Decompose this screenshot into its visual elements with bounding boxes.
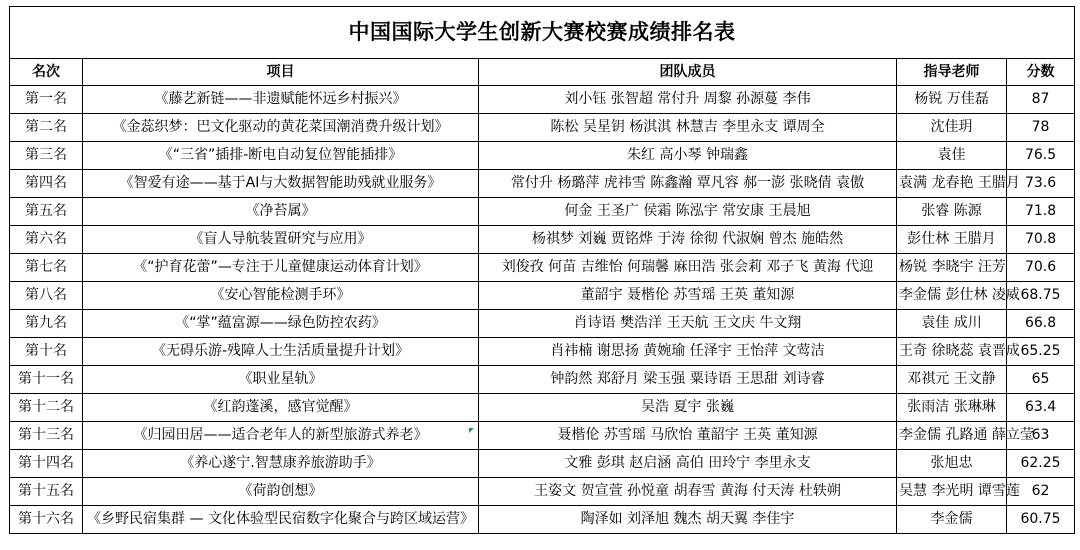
cell-rank[interactable]: 第七名 — [10, 254, 83, 282]
cell-teacher[interactable]: 沈佳玥 — [897, 114, 1007, 142]
cell-teacher[interactable]: 张雨洁 张琳琳 — [897, 394, 1007, 422]
cell-project[interactable]: 《藤艺新链——非遗赋能怀远乡村振兴》 — [83, 86, 479, 114]
cell-score[interactable]: 78 — [1007, 114, 1075, 142]
header-row — [10, 59, 1075, 86]
cell-project[interactable]: 《智爱有途——基于AI与大数据智能助残就业服务》 — [83, 170, 479, 198]
cell-score[interactable]: 70.6 — [1007, 254, 1075, 282]
cell-members[interactable]: 刘俊孜 何苗 吉维怡 何瑞馨 麻田浩 张会莉 邓子飞 黄海 代迎 — [479, 254, 897, 282]
title-row — [10, 7, 1075, 59]
cell-teacher[interactable]: 王奇 徐晓蕊 袁晋成 — [897, 338, 1007, 366]
cell-project[interactable]: 《职业星轨》 — [83, 366, 479, 394]
table-title[interactable]: 中国国际大学生创新大赛校赛成绩排名表 — [10, 7, 1075, 59]
cell-score[interactable]: 65.25 — [1007, 338, 1075, 366]
header-members[interactable]: 团队成员 — [479, 59, 897, 86]
cell-rank[interactable]: 第四名 — [10, 170, 83, 198]
cell-members[interactable]: 朱红 高小琴 钟瑞鑫 — [479, 142, 897, 170]
cell-comment-indicator — [469, 428, 474, 433]
cell-members[interactable]: 肖祎楠 谢思扬 黄婉瑜 任泽宇 王怡萍 文莺洁 — [479, 338, 897, 366]
cell-rank[interactable]: 第十五名 — [10, 478, 83, 506]
cell-teacher[interactable]: 邓祺元 王文静 — [897, 366, 1007, 394]
cell-teacher[interactable]: 袁佳 成川 — [897, 310, 1007, 338]
table-row — [10, 142, 1075, 170]
cell-members[interactable]: 王姿文 贺宣萱 孙悦童 胡春雪 黄海 付天涛 杜轶朔 — [479, 478, 897, 506]
cell-score[interactable]: 60.75 — [1007, 506, 1075, 534]
cell-score[interactable]: 65 — [1007, 366, 1075, 394]
cell-rank[interactable]: 第一名 — [10, 86, 83, 114]
cell-teacher[interactable]: 李金儒 — [897, 506, 1007, 534]
table-row — [10, 86, 1075, 114]
cell-teacher[interactable]: 袁佳 — [897, 142, 1007, 170]
cell-rank[interactable]: 第十二名 — [10, 394, 83, 422]
table-row — [10, 198, 1075, 226]
table-row — [10, 310, 1075, 338]
cell-rank[interactable]: 第九名 — [10, 310, 83, 338]
cell-project[interactable]: 《“三省”插排-断电自动复位智能插排》 — [83, 142, 479, 170]
cell-score[interactable]: 62 — [1007, 478, 1075, 506]
header-rank[interactable]: 名次 — [10, 59, 83, 86]
header-project[interactable]: 项目 — [83, 59, 479, 86]
cell-score[interactable]: 73.6 — [1007, 170, 1075, 198]
cell-project[interactable]: 《乡野民宿集群 — 文化体验型民宿数字化聚合与跨区域运营》 — [83, 506, 479, 534]
cell-score[interactable]: 63 — [1007, 422, 1075, 450]
header-score[interactable]: 分数 — [1007, 59, 1075, 86]
table-row — [10, 338, 1075, 366]
table-row — [10, 282, 1075, 310]
cell-project[interactable]: 《盲人导航装置研究与应用》 — [83, 226, 479, 254]
ranking-table — [9, 6, 1075, 534]
cell-members[interactable]: 董韶宇 聂楷伦 苏雪瑶 王英 董知源 — [479, 282, 897, 310]
table-row — [10, 478, 1075, 506]
cell-project[interactable]: 《净苔属》 — [83, 198, 479, 226]
cell-project[interactable]: 《归园田居——适合老年人的新型旅游式养老》 — [83, 422, 479, 450]
cell-members[interactable]: 吴浩 夏宇 张巍 — [479, 394, 897, 422]
cell-rank[interactable]: 第八名 — [10, 282, 83, 310]
cell-score[interactable]: 62.25 — [1007, 450, 1075, 478]
cell-project[interactable]: 《养心遂宁.智慧康养旅游助手》 — [83, 450, 479, 478]
cell-teacher[interactable]: 彭仕林 王腊月 — [897, 226, 1007, 254]
table-row — [10, 450, 1075, 478]
cell-members[interactable]: 陶泽如 刘泽旭 魏杰 胡天翼 李佳宇 — [479, 506, 897, 534]
cell-project[interactable]: 《安心智能检测手环》 — [83, 282, 479, 310]
cell-rank[interactable]: 第三名 — [10, 142, 83, 170]
cell-score[interactable]: 68.75 — [1007, 282, 1075, 310]
table-row — [10, 366, 1075, 394]
table-row — [10, 422, 1075, 450]
cell-project[interactable]: 《红韵蓬溪，感官觉醒》 — [83, 394, 479, 422]
cell-rank[interactable]: 第五名 — [10, 198, 83, 226]
cell-members[interactable]: 刘小钰 张智超 常付升 周黎 孙源蔓 李伟 — [479, 86, 897, 114]
cell-members[interactable]: 杨祺梦 刘巍 贾铭烨 于涛 徐彻 代淑娴 曾杰 施皓然 — [479, 226, 897, 254]
table-row — [10, 394, 1075, 422]
cell-teacher[interactable]: 吴慧 李光明 谭雪莲 — [897, 478, 1007, 506]
cell-teacher[interactable]: 李金儒 孔路通 薛立莹 — [897, 422, 1007, 450]
cell-project[interactable]: 《荷韵创想》 — [83, 478, 479, 506]
table-row — [10, 506, 1075, 534]
cell-members[interactable]: 钟韵然 郑舒月 梁玉强 粟诗语 王思甜 刘诗睿 — [479, 366, 897, 394]
cell-teacher[interactable]: 李金儒 彭仕林 凌威 — [897, 282, 1007, 310]
cell-score[interactable]: 71.8 — [1007, 198, 1075, 226]
cell-teacher[interactable]: 杨锐 万佳磊 — [897, 86, 1007, 114]
cell-teacher[interactable]: 袁满 龙春艳 王腊月 — [897, 170, 1007, 198]
table-row — [10, 114, 1075, 142]
cell-rank[interactable]: 第十一名 — [10, 366, 83, 394]
cell-project[interactable]: 《“掌”蕴富源——绿色防控农药》 — [83, 310, 479, 338]
cell-rank[interactable]: 第二名 — [10, 114, 83, 142]
header-teacher[interactable]: 指导老师 — [897, 59, 1007, 86]
cell-rank[interactable]: 第十四名 — [10, 450, 83, 478]
table-row — [10, 254, 1075, 282]
cell-teacher[interactable]: 张旭忠 — [897, 450, 1007, 478]
cell-rank[interactable]: 第十六名 — [10, 506, 83, 534]
cell-project[interactable]: 《金蕊织梦：巴文化驱动的黄花菜国潮消费升级计划》 — [83, 114, 479, 142]
cell-score[interactable]: 63.4 — [1007, 394, 1075, 422]
cell-members[interactable]: 何金 王圣广 侯霜 陈泓宇 常安康 王晨旭 — [479, 198, 897, 226]
cell-teacher[interactable]: 杨锐 李晓宇 汪芳 — [897, 254, 1007, 282]
cell-project[interactable]: 《“护育花蕾”—专注于儿童健康运动体育计划》 — [83, 254, 479, 282]
cell-members[interactable]: 肖诗语 樊浩洋 王天航 王文庆 牛文翔 — [479, 310, 897, 338]
cell-score[interactable]: 76.5 — [1007, 142, 1075, 170]
cell-score[interactable]: 70.8 — [1007, 226, 1075, 254]
cell-rank[interactable]: 第十名 — [10, 338, 83, 366]
table-row — [10, 170, 1075, 198]
table-row — [10, 226, 1075, 254]
cell-score[interactable]: 87 — [1007, 86, 1075, 114]
cell-score[interactable]: 66.8 — [1007, 310, 1075, 338]
cell-project[interactable]: 《无碍乐游-残障人士生活质量提升计划》 — [83, 338, 479, 366]
cell-rank[interactable]: 第十三名 — [10, 422, 83, 450]
cell-teacher[interactable]: 张睿 陈源 — [897, 198, 1007, 226]
cell-members[interactable]: 陈松 吴星钥 杨淇淇 林慧吉 李里永支 谭周全 — [479, 114, 897, 142]
cell-members[interactable]: 聂楷伦 苏雪瑶 马欣怡 董韶宇 王英 董知源 — [479, 422, 897, 450]
cell-rank[interactable]: 第六名 — [10, 226, 83, 254]
cell-members[interactable]: 文雅 彭琪 赵启涵 高伯 田玲宁 李里永支 — [479, 450, 897, 478]
cell-members[interactable]: 常付升 杨璐萍 虎祎雪 陈鑫瀚 覃凡容 郝一澎 张晓倩 袁傲 — [479, 170, 897, 198]
